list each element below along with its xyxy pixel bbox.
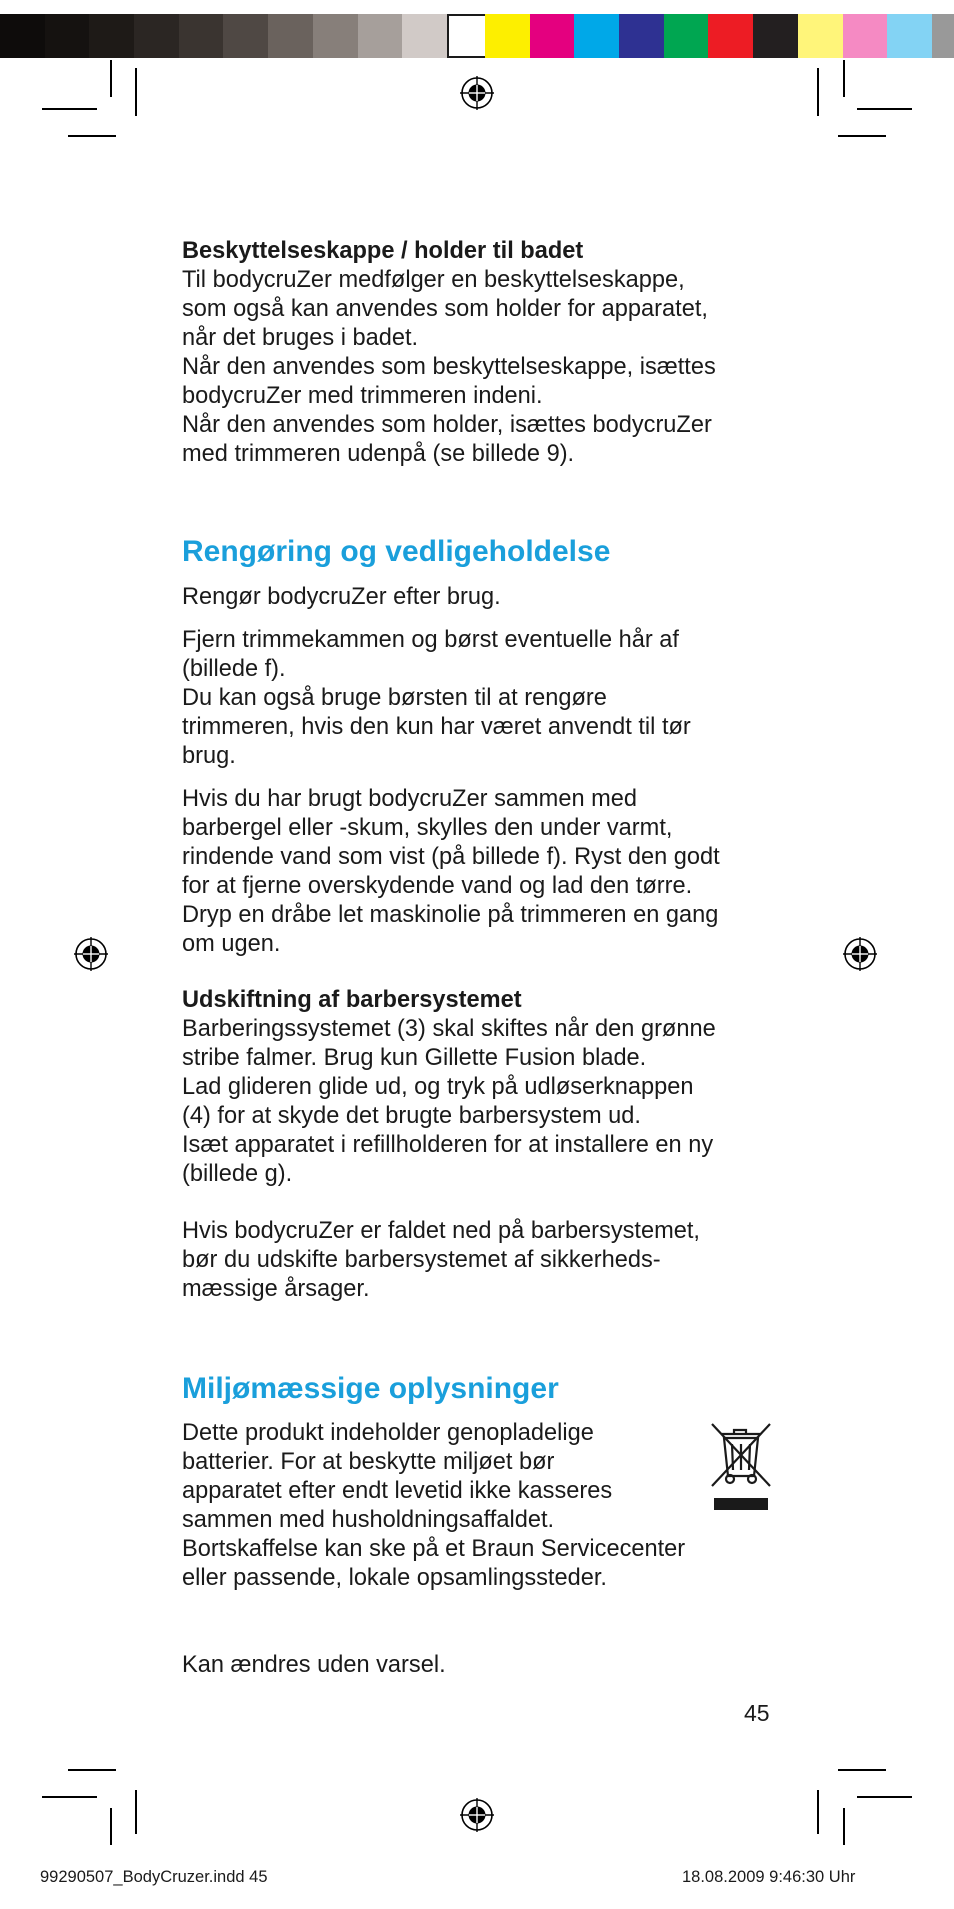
paragraph-line: Til bodycruZer medfølger en beskyttelseskappe, [182, 267, 685, 293]
registration-mark-icon [460, 76, 494, 110]
environment-section [182, 1371, 782, 1407]
paragraph-line: Rengør bodycruZer efter brug. [182, 584, 501, 610]
crop-mark [843, 60, 845, 97]
paragraph-line: sammen med husholdningsaffaldet. [182, 1507, 555, 1533]
crop-mark [838, 135, 886, 137]
paragraph-line: Hvis du har brugt bodycruZer sammen med [182, 786, 638, 812]
paragraph-line: (billede g). [182, 1161, 293, 1187]
color-swatch [313, 14, 358, 58]
crop-mark [68, 135, 116, 137]
color-swatch [179, 14, 224, 58]
crossed-out-wheelie-bin-icon [708, 1420, 774, 1512]
registration-mark-icon [74, 937, 108, 971]
color-swatch [619, 14, 664, 58]
section-heading: Rengøring og vedligeholdelse [182, 535, 611, 568]
paragraph-line: Når den anvendes som beskyttelseskappe, isættes [182, 354, 716, 380]
grayscale-color-bar [0, 14, 492, 58]
slug-timestamp: 18.08.2009 9:46:30 Uhr [682, 1868, 856, 1886]
registration-mark-icon [460, 1798, 494, 1832]
cleaning-paragraph-2 [182, 626, 782, 771]
paragraph-line: barbergel eller -skum, skylles den under varmt, [182, 815, 673, 841]
paragraph-line: Når den anvendes som holder, isættes bodycruZer [182, 412, 712, 438]
slug-filename: 99290507_BodyCruzer.indd 45 [40, 1868, 268, 1886]
color-swatch [708, 14, 753, 58]
paragraph-line: rindende vand som vist (på billede f). Ryst den godt [182, 844, 720, 870]
paragraph-line: (billede f). [182, 656, 286, 682]
crop-mark [110, 60, 112, 97]
paragraph-line: bodycruZer med trimmeren indeni. [182, 383, 543, 409]
color-swatch [530, 14, 575, 58]
color-swatch [932, 14, 954, 58]
paragraph-line: Hvis bodycruZer er faldet ned på barbersystemet, [182, 1218, 700, 1244]
notice-text: Kan ændres uden varsel. [182, 1652, 446, 1678]
paragraph-line: bør du udskifte barbersystemet af sikkerheds- [182, 1247, 661, 1273]
paragraph-line: for at fjerne overskydende vand og lad den tørre. [182, 873, 693, 899]
paragraph-line: batterier. For at beskytte miljøet bør [182, 1449, 555, 1475]
crop-mark [110, 1808, 112, 1845]
section-subheading: Udskiftning af barbersystemet [182, 987, 522, 1013]
replacement-paragraph-2 [182, 1217, 782, 1304]
paragraph-line: Du kan også bruge børsten til at rengøre [182, 685, 607, 711]
color-swatch [134, 14, 179, 58]
color-swatch [0, 14, 45, 58]
paragraph-line: med trimmeren udenpå (se billede 9). [182, 441, 575, 467]
crop-mark [857, 1796, 912, 1798]
paragraph-line: Isæt apparatet i refillholderen for at installere en ny [182, 1132, 714, 1158]
paragraph-line: brug. [182, 743, 236, 769]
protective-cap-section [182, 237, 782, 469]
paragraph-line: Dryp en dråbe let maskinolie på trimmeren en gang [182, 902, 719, 928]
color-swatch [798, 14, 843, 58]
registration-mark-icon [843, 937, 877, 971]
crop-mark [838, 1769, 886, 1771]
paragraph-line: (4) for at skyde det brugte barbersystem ud. [182, 1103, 641, 1129]
paragraph-line: når det bruges i badet. [182, 325, 419, 351]
color-swatch [664, 14, 709, 58]
paragraph-line: trimmeren, hvis den kun har været anvendt til tør [182, 714, 691, 740]
crop-mark [857, 108, 912, 110]
crop-mark [817, 1790, 819, 1834]
crop-mark [817, 68, 819, 116]
color-swatch [223, 14, 268, 58]
color-swatch [753, 14, 798, 58]
crop-mark [68, 1769, 116, 1771]
color-swatch [402, 14, 447, 58]
color-swatch [89, 14, 134, 58]
color-swatch [45, 14, 90, 58]
cleaning-paragraph-1 [182, 583, 782, 612]
section-subheading: Beskyttelseskappe / holder til badet [182, 238, 584, 264]
color-swatch [574, 14, 619, 58]
paragraph-line: apparatet efter endt levetid ikke kasseres [182, 1478, 613, 1504]
crop-mark [42, 108, 97, 110]
section-heading: Miljømæssige oplysninger [182, 1372, 559, 1405]
crop-mark [135, 68, 137, 116]
paragraph-line: eller passende, lokale opsamlingssteder. [182, 1565, 607, 1591]
cleaning-paragraph-3 [182, 785, 782, 959]
paragraph-line: om ugen. [182, 931, 281, 957]
paragraph-line: Dette produkt indeholder genopladelige [182, 1420, 594, 1446]
color-swatch [887, 14, 932, 58]
crop-mark [42, 1796, 97, 1798]
environment-paragraph [182, 1419, 782, 1593]
crop-mark [843, 1808, 845, 1845]
paragraph-line: Bortskaffelse kan ske på et Braun Servicecenter [182, 1536, 686, 1562]
page-number: 45 [744, 1700, 770, 1726]
paragraph-line: mæssige årsager. [182, 1276, 370, 1302]
paragraph-line: Barberingssystemet (3) skal skiftes når den grønne [182, 1016, 716, 1042]
color-swatch [843, 14, 888, 58]
color-swatch [268, 14, 313, 58]
crop-mark [135, 1790, 137, 1834]
color-swatch [358, 14, 403, 58]
process-color-bar [485, 14, 954, 58]
color-swatch [485, 14, 530, 58]
paragraph-line: Fjern trimmekammen og børst eventuelle hår af [182, 627, 679, 653]
cleaning-section [182, 534, 782, 570]
notice-paragraph [182, 1651, 782, 1680]
paragraph-line: stribe falmer. Brug kun Gillette Fusion blade. [182, 1045, 647, 1071]
paragraph-line: som også kan anvendes som holder for apparatet, [182, 296, 708, 322]
replacement-section [182, 986, 782, 1189]
paragraph-line: Lad glideren glide ud, og tryk på udløserknappen [182, 1074, 694, 1100]
